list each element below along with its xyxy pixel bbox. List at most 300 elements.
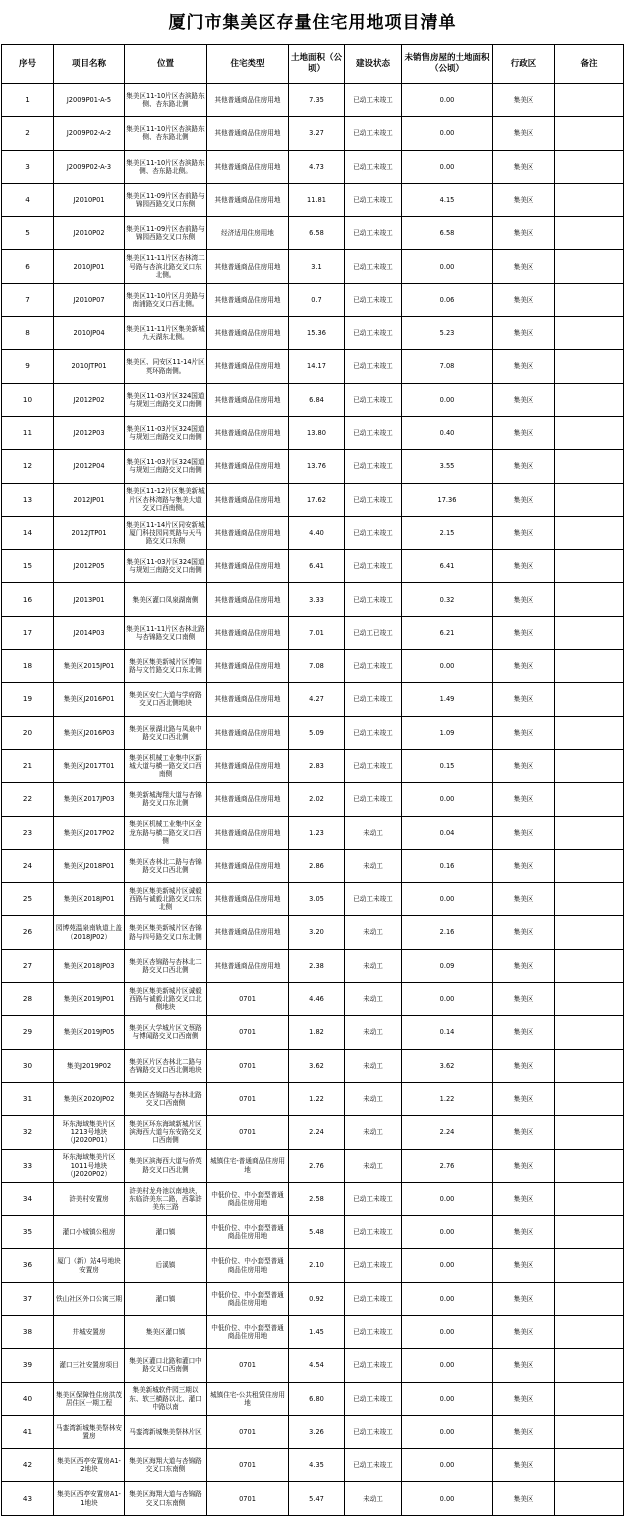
cell-remark — [555, 1182, 624, 1215]
cell-seq: 37 — [2, 1282, 54, 1315]
cell-seq: 22 — [2, 783, 54, 816]
table-row — [2, 1315, 624, 1348]
cell-unsold-area: 0.16 — [402, 849, 493, 882]
cell-unsold-area: 2.15 — [402, 516, 493, 549]
cell-unsold-area: 0.00 — [402, 983, 493, 1016]
cell-district: 集美区 — [493, 217, 555, 250]
cell-seq: 23 — [2, 816, 54, 849]
cell-construction-status: 已动工未竣工 — [345, 749, 402, 782]
table-row — [2, 1249, 624, 1282]
cell-land-area: 2.38 — [289, 949, 345, 982]
cell-housing-type: 其他普通商品住房用地 — [207, 749, 289, 782]
cell-district: 集美区 — [493, 849, 555, 882]
cell-location: 浒美村龙舟池以南地块，东临浒美东二路，西靠浒美东三路 — [125, 1182, 207, 1215]
cell-location: 集美新城软件园三期以东、软三横路以北、灌口中路以南 — [125, 1382, 207, 1415]
cell-land-area: 2.58 — [289, 1182, 345, 1215]
cell-housing-type: 其他普通商品住房用地 — [207, 849, 289, 882]
cell-district: 集美区 — [493, 1016, 555, 1049]
cell-seq: 27 — [2, 949, 54, 982]
cell-construction-status: 已动工未竣工 — [345, 250, 402, 283]
cell-location: 集美新城海翔大道与杏锦路交叉口东北侧 — [125, 783, 207, 816]
cell-district: 集美区 — [493, 1282, 555, 1315]
table-row — [2, 1415, 624, 1448]
cell-construction-status: 已动工未竣工 — [345, 416, 402, 449]
cell-unsold-area: 0.14 — [402, 1016, 493, 1049]
cell-construction-status: 已动工未竣工 — [345, 883, 402, 916]
cell-remark — [555, 150, 624, 183]
cell-housing-type: 城镇住宅-公共租赁住房用地 — [207, 1382, 289, 1415]
cell-location: 集美区11-03片区324国道与规划三南路交叉口南侧 — [125, 416, 207, 449]
cell-location: 集美区11-14片区同安新城厦门科技园同英路与天马路交叉口东侧 — [125, 516, 207, 549]
cell-remark — [555, 1315, 624, 1348]
table-row — [2, 583, 624, 616]
table-row — [2, 383, 624, 416]
cell-unsold-area: 0.00 — [402, 117, 493, 150]
cell-housing-type: 其他普通商品住房用地 — [207, 583, 289, 616]
cell-housing-type: 0701 — [207, 1349, 289, 1382]
cell-unsold-area: 0.00 — [402, 150, 493, 183]
cell-construction-status: 已动工未竣工 — [345, 84, 402, 117]
cell-seq: 14 — [2, 516, 54, 549]
cell-district: 集美区 — [493, 1382, 555, 1415]
cell-district: 集美区 — [493, 250, 555, 283]
cell-location: 集美区11-09片区杏前路与锦园西路交叉口东侧 — [125, 217, 207, 250]
cell-location: 集美区11-09片区杏前路与锦园西路交叉口东侧 — [125, 183, 207, 216]
table-row — [2, 150, 624, 183]
cell-remark — [555, 1382, 624, 1415]
cell-seq: 4 — [2, 183, 54, 216]
header-remark: 备注 — [555, 45, 624, 84]
cell-land-area: 3.1 — [289, 250, 345, 283]
cell-district: 集美区 — [493, 1116, 555, 1149]
cell-land-area: 0.92 — [289, 1282, 345, 1315]
cell-housing-type: 其他普通商品住房用地 — [207, 483, 289, 516]
cell-housing-type: 城镇住宅-普通商品住房用地 — [207, 1149, 289, 1182]
cell-district: 集美区 — [493, 883, 555, 916]
cell-housing-type: 其他普通商品住房用地 — [207, 283, 289, 316]
cell-housing-type: 中低价位、中小套型普通商品住房用地 — [207, 1249, 289, 1282]
cell-remark — [555, 616, 624, 649]
cell-project-name: J2010P07 — [54, 283, 125, 316]
cell-seq: 33 — [2, 1149, 54, 1182]
cell-location: 集美区11-03片区324国道与规划三南路交叉口南侧 — [125, 383, 207, 416]
cell-remark — [555, 383, 624, 416]
cell-housing-type: 其他普通商品住房用地 — [207, 450, 289, 483]
cell-construction-status: 已动工未竣工 — [345, 1249, 402, 1282]
cell-construction-status: 未动工 — [345, 1116, 402, 1149]
cell-seq: 25 — [2, 883, 54, 916]
cell-district: 集美区 — [493, 1149, 555, 1182]
cell-remark — [555, 1249, 624, 1282]
cell-land-area: 6.41 — [289, 550, 345, 583]
cell-district: 集美区 — [493, 816, 555, 849]
cell-housing-type: 其他普通商品住房用地 — [207, 716, 289, 749]
table-body — [2, 84, 624, 1516]
cell-district: 集美区 — [493, 1415, 555, 1448]
header-housing-type: 住宅类型 — [207, 45, 289, 84]
cell-location: 集美区杏林北二路与杏锦路交叉口西北侧 — [125, 849, 207, 882]
cell-construction-status: 未动工 — [345, 1149, 402, 1182]
cell-location: 集美区机械工业集中区新城大道与横一路交叉口西南侧 — [125, 749, 207, 782]
table-row — [2, 550, 624, 583]
cell-location: 集美区海翔大道与杏锦路交叉口东南侧 — [125, 1482, 207, 1515]
cell-construction-status: 未动工 — [345, 916, 402, 949]
cell-construction-status: 未动工 — [345, 816, 402, 849]
cell-unsold-area: 0.00 — [402, 650, 493, 683]
cell-housing-type: 其他普通商品住房用地 — [207, 317, 289, 350]
cell-district: 集美区 — [493, 1482, 555, 1515]
table-row — [2, 949, 624, 982]
cell-location: 集美区11-12片区集美新城片区杏林湾路与集美大道交叉口西南侧。 — [125, 483, 207, 516]
table-row — [2, 650, 624, 683]
cell-seq: 30 — [2, 1049, 54, 1082]
cell-seq: 34 — [2, 1182, 54, 1215]
cell-land-area: 1.45 — [289, 1315, 345, 1348]
cell-unsold-area: 0.00 — [402, 1216, 493, 1249]
cell-unsold-area: 6.58 — [402, 217, 493, 250]
cell-district: 集美区 — [493, 949, 555, 982]
cell-location: 集美区片区杏林北二路与杏锦路交叉口西北侧地块 — [125, 1049, 207, 1082]
cell-land-area: 13.76 — [289, 450, 345, 483]
cell-district: 集美区 — [493, 416, 555, 449]
cell-remark — [555, 416, 624, 449]
cell-construction-status: 已动工未竣工 — [345, 483, 402, 516]
cell-location: 集美区集美新城片区博知路与文竹路交叉口东北侧 — [125, 650, 207, 683]
cell-construction-status: 已动工未竣工 — [345, 716, 402, 749]
cell-housing-type: 0701 — [207, 1082, 289, 1115]
cell-seq: 3 — [2, 150, 54, 183]
cell-housing-type: 0701 — [207, 983, 289, 1016]
cell-project-name: J2010P02 — [54, 217, 125, 250]
cell-seq: 9 — [2, 350, 54, 383]
cell-construction-status: 未动工 — [345, 1049, 402, 1082]
table-row — [2, 783, 624, 816]
cell-construction-status: 已动工未竣工 — [345, 1415, 402, 1448]
cell-seq: 38 — [2, 1315, 54, 1348]
cell-seq: 12 — [2, 450, 54, 483]
cell-seq: 39 — [2, 1349, 54, 1382]
cell-seq: 5 — [2, 217, 54, 250]
cell-land-area: 6.80 — [289, 1382, 345, 1415]
cell-remark — [555, 583, 624, 616]
cell-project-name: 集美区2019JP05 — [54, 1016, 125, 1049]
cell-land-area: 2.10 — [289, 1249, 345, 1282]
cell-housing-type: 其他普通商品住房用地 — [207, 516, 289, 549]
cell-district: 集美区 — [493, 683, 555, 716]
cell-location: 集美区杏锦路与杏林北二路交叉口西北侧 — [125, 949, 207, 982]
cell-construction-status: 已动工未竣工 — [345, 217, 402, 250]
table-row — [2, 283, 624, 316]
cell-remark — [555, 1349, 624, 1382]
cell-land-area: 7.35 — [289, 84, 345, 117]
table-row — [2, 250, 624, 283]
cell-district: 集美区 — [493, 1082, 555, 1115]
cell-seq: 18 — [2, 650, 54, 683]
cell-unsold-area: 3.55 — [402, 450, 493, 483]
cell-land-area: 5.09 — [289, 716, 345, 749]
cell-housing-type: 其他普通商品住房用地 — [207, 783, 289, 816]
cell-housing-type: 经济适用住房用地 — [207, 217, 289, 250]
cell-housing-type: 0701 — [207, 1049, 289, 1082]
cell-land-area: 7.08 — [289, 650, 345, 683]
cell-land-area: 7.01 — [289, 616, 345, 649]
cell-seq: 2 — [2, 117, 54, 150]
cell-project-name: 灌口三社安置房项目 — [54, 1349, 125, 1382]
header-seq: 序号 — [2, 45, 54, 84]
cell-remark — [555, 1116, 624, 1149]
cell-remark — [555, 250, 624, 283]
cell-land-area: 2.83 — [289, 749, 345, 782]
cell-seq: 42 — [2, 1449, 54, 1482]
cell-land-area: 3.05 — [289, 883, 345, 916]
cell-housing-type: 0701 — [207, 1016, 289, 1049]
cell-land-area: 2.76 — [289, 1149, 345, 1182]
cell-location: 集美区11-11片区杏林湾二号路与杏滨北路交叉口东北侧。 — [125, 250, 207, 283]
cell-project-name: 集美区2020JP02 — [54, 1082, 125, 1115]
header-construction-status: 建设状态 — [345, 45, 402, 84]
cell-district: 集美区 — [493, 283, 555, 316]
header-location: 位置 — [125, 45, 207, 84]
cell-unsold-area: 0.00 — [402, 1449, 493, 1482]
cell-remark — [555, 949, 624, 982]
cell-project-name: 园博苑温泉南轨道上盖（2018JP02） — [54, 916, 125, 949]
cell-project-name: 集美区J2017T01 — [54, 749, 125, 782]
table-row — [2, 217, 624, 250]
cell-project-name: 厦门（新）站4号地块安置房 — [54, 1249, 125, 1282]
cell-land-area: 4.35 — [289, 1449, 345, 1482]
cell-district: 集美区 — [493, 1249, 555, 1282]
cell-unsold-area: 0.32 — [402, 583, 493, 616]
cell-construction-status: 未动工 — [345, 1082, 402, 1115]
cell-housing-type: 其他普通商品住房用地 — [207, 550, 289, 583]
cell-location: 集美区景湖北路与凤泉中路交叉口西北侧 — [125, 716, 207, 749]
cell-land-area: 17.62 — [289, 483, 345, 516]
table-row — [2, 1049, 624, 1082]
cell-project-name: 集美区2018JP01 — [54, 883, 125, 916]
cell-construction-status: 已动工未竣工 — [345, 1216, 402, 1249]
cell-seq: 16 — [2, 583, 54, 616]
cell-project-name: 集美区J2016P03 — [54, 716, 125, 749]
cell-seq: 28 — [2, 983, 54, 1016]
cell-project-name: 集美区2019JP01 — [54, 983, 125, 1016]
cell-location: 集美区灌口镇 — [125, 1315, 207, 1348]
cell-construction-status: 未动工 — [345, 983, 402, 1016]
cell-construction-status: 已动工未竣工 — [345, 1382, 402, 1415]
cell-district: 集美区 — [493, 1449, 555, 1482]
cell-remark — [555, 916, 624, 949]
cell-unsold-area: 0.15 — [402, 749, 493, 782]
cell-seq: 11 — [2, 416, 54, 449]
cell-remark — [555, 716, 624, 749]
cell-housing-type: 其他普通商品住房用地 — [207, 616, 289, 649]
cell-construction-status: 已动工未竣工 — [345, 1182, 402, 1215]
cell-project-name: J2012P05 — [54, 550, 125, 583]
cell-seq: 10 — [2, 383, 54, 416]
cell-district: 集美区 — [493, 983, 555, 1016]
cell-remark — [555, 816, 624, 849]
cell-unsold-area: 0.00 — [402, 1482, 493, 1515]
cell-construction-status: 已动工未竣工 — [345, 1315, 402, 1348]
cell-location: 集美区杏锦路与杏林北路交叉口西南侧 — [125, 1082, 207, 1115]
table-row — [2, 1216, 624, 1249]
cell-seq: 17 — [2, 616, 54, 649]
table-row — [2, 683, 624, 716]
cell-remark — [555, 983, 624, 1016]
cell-land-area: 6.58 — [289, 217, 345, 250]
cell-unsold-area: 0.00 — [402, 1182, 493, 1215]
cell-remark — [555, 217, 624, 250]
cell-project-name: 浒美村安置房 — [54, 1182, 125, 1215]
cell-district: 集美区 — [493, 1349, 555, 1382]
cell-land-area: 14.17 — [289, 350, 345, 383]
cell-housing-type: 其他普通商品住房用地 — [207, 683, 289, 716]
cell-district: 集美区 — [493, 516, 555, 549]
header-land-area: 土地面积（公顷） — [289, 45, 345, 84]
cell-unsold-area: 5.23 — [402, 317, 493, 350]
cell-project-name: J2012P04 — [54, 450, 125, 483]
cell-location: 集美区大学城片区文蔡路与博闻路交叉口西南侧 — [125, 1016, 207, 1049]
table-row — [2, 616, 624, 649]
cell-project-name: 环东海域集美片区1213号地块（J2020P01） — [54, 1116, 125, 1149]
cell-district: 集美区 — [493, 583, 555, 616]
cell-unsold-area: 0.00 — [402, 1315, 493, 1348]
cell-land-area: 2.24 — [289, 1116, 345, 1149]
cell-project-name: J2012P03 — [54, 416, 125, 449]
cell-land-area: 3.27 — [289, 117, 345, 150]
cell-housing-type: 其他普通商品住房用地 — [207, 117, 289, 150]
table-row — [2, 416, 624, 449]
cell-construction-status: 已动工未竣工 — [345, 550, 402, 583]
cell-project-name: 环东海域集美片区1011号地块（J2020P02） — [54, 1149, 125, 1182]
cell-seq: 26 — [2, 916, 54, 949]
header-district: 行政区 — [493, 45, 555, 84]
cell-remark — [555, 516, 624, 549]
cell-unsold-area: 0.00 — [402, 383, 493, 416]
table-row — [2, 1449, 624, 1482]
table-row — [2, 1116, 624, 1149]
cell-location: 集美区集美新城片区诚毅西路与诚毅北路交叉口北侧地块 — [125, 983, 207, 1016]
cell-housing-type: 其他普通商品住房用地 — [207, 350, 289, 383]
cell-unsold-area: 2.76 — [402, 1149, 493, 1182]
cell-district: 集美区 — [493, 383, 555, 416]
cell-project-name: 集美J2019P02 — [54, 1049, 125, 1082]
cell-unsold-area: 0.06 — [402, 283, 493, 316]
cell-unsold-area: 0.00 — [402, 84, 493, 117]
cell-land-area: 1.23 — [289, 816, 345, 849]
cell-location: 集美区灌口凤泉湖南侧 — [125, 583, 207, 616]
cell-land-area: 0.7 — [289, 283, 345, 316]
table-row — [2, 916, 624, 949]
table-row — [2, 183, 624, 216]
cell-land-area: 1.22 — [289, 1082, 345, 1115]
cell-housing-type: 中低价位、中小套型普通商品住房用地 — [207, 1182, 289, 1215]
cell-construction-status: 未动工 — [345, 1482, 402, 1515]
cell-seq: 8 — [2, 317, 54, 350]
cell-district: 集美区 — [493, 483, 555, 516]
cell-remark — [555, 283, 624, 316]
cell-land-area: 3.20 — [289, 916, 345, 949]
cell-seq: 15 — [2, 550, 54, 583]
table-row — [2, 1182, 624, 1215]
cell-housing-type: 其他普通商品住房用地 — [207, 250, 289, 283]
cell-location: 集美区环东海域新城片区滨海西大道与东安路交叉口西南侧 — [125, 1116, 207, 1149]
cell-project-name: 马銮湾新城集美祭林安置房 — [54, 1415, 125, 1448]
cell-district: 集美区 — [493, 749, 555, 782]
cell-project-name: 集美区西亭安置房A1-2地块 — [54, 1449, 125, 1482]
cell-land-area: 6.84 — [289, 383, 345, 416]
cell-project-name: J2009P01-A-5 — [54, 84, 125, 117]
table-row — [2, 350, 624, 383]
cell-seq: 35 — [2, 1216, 54, 1249]
cell-seq: 24 — [2, 849, 54, 882]
cell-project-name: 2010JTP01 — [54, 350, 125, 383]
cell-construction-status: 已动工未竣工 — [345, 383, 402, 416]
cell-housing-type: 中低价位、中小套型普通商品住房用地 — [207, 1315, 289, 1348]
cell-unsold-area: 0.04 — [402, 816, 493, 849]
cell-location: 集美区11-10片区月美路与南浦路交叉口西北侧。 — [125, 283, 207, 316]
cell-land-area: 13.80 — [289, 416, 345, 449]
cell-project-name: 2012JP01 — [54, 483, 125, 516]
cell-housing-type: 其他普通商品住房用地 — [207, 916, 289, 949]
cell-remark — [555, 483, 624, 516]
cell-construction-status: 已动工未竣工 — [345, 650, 402, 683]
cell-unsold-area: 0.00 — [402, 1349, 493, 1382]
table-row — [2, 317, 624, 350]
cell-unsold-area: 17.36 — [402, 483, 493, 516]
cell-district: 集美区 — [493, 117, 555, 150]
cell-location: 集美区11-11片区集美新城九天湖东北侧。 — [125, 317, 207, 350]
cell-remark — [555, 450, 624, 483]
cell-seq: 13 — [2, 483, 54, 516]
cell-construction-status: 已动工未竣工 — [345, 117, 402, 150]
cell-housing-type: 其他普通商品住房用地 — [207, 949, 289, 982]
cell-district: 集美区 — [493, 550, 555, 583]
cell-location: 集美区11-11片区杏林北路与杏锦路交叉口南侧 — [125, 616, 207, 649]
table-row — [2, 1349, 624, 1382]
header-unsold-area: 未销售房屋的土地面积（公顷） — [402, 45, 493, 84]
land-list-table — [1, 44, 624, 1516]
cell-project-name: J2009P02-A-3 — [54, 150, 125, 183]
table-row — [2, 983, 624, 1016]
cell-land-area: 4.46 — [289, 983, 345, 1016]
cell-location: 集美区11-03片区324国道与规划三南路交叉口南侧 — [125, 550, 207, 583]
cell-unsold-area: 2.24 — [402, 1116, 493, 1149]
table-row — [2, 117, 624, 150]
cell-land-area: 4.40 — [289, 516, 345, 549]
cell-project-name: 集美区J2017P02 — [54, 816, 125, 849]
cell-construction-status: 已动工未竣工 — [345, 1449, 402, 1482]
cell-housing-type: 其他普通商品住房用地 — [207, 883, 289, 916]
cell-construction-status: 已动工未竣工 — [345, 516, 402, 549]
cell-construction-status: 已动工未竣工 — [345, 150, 402, 183]
cell-unsold-area: 0.00 — [402, 1249, 493, 1282]
cell-housing-type: 其他普通商品住房用地 — [207, 383, 289, 416]
cell-district: 集美区 — [493, 1049, 555, 1082]
cell-location: 集美区安仁大道与学府路交叉口西北侧地块 — [125, 683, 207, 716]
cell-construction-status: 已动工未竣工 — [345, 1349, 402, 1382]
cell-district: 集美区 — [493, 650, 555, 683]
cell-project-name: J2012P02 — [54, 383, 125, 416]
cell-location: 集美区11-10片区杏滨路东侧、杏东路北侧 — [125, 117, 207, 150]
cell-housing-type: 0701 — [207, 1415, 289, 1448]
cell-land-area: 5.48 — [289, 1216, 345, 1249]
cell-district: 集美区 — [493, 150, 555, 183]
cell-unsold-area: 0.00 — [402, 1382, 493, 1415]
cell-district: 集美区 — [493, 783, 555, 816]
cell-remark — [555, 117, 624, 150]
cell-seq: 19 — [2, 683, 54, 716]
cell-project-name: 井城安置房 — [54, 1315, 125, 1348]
